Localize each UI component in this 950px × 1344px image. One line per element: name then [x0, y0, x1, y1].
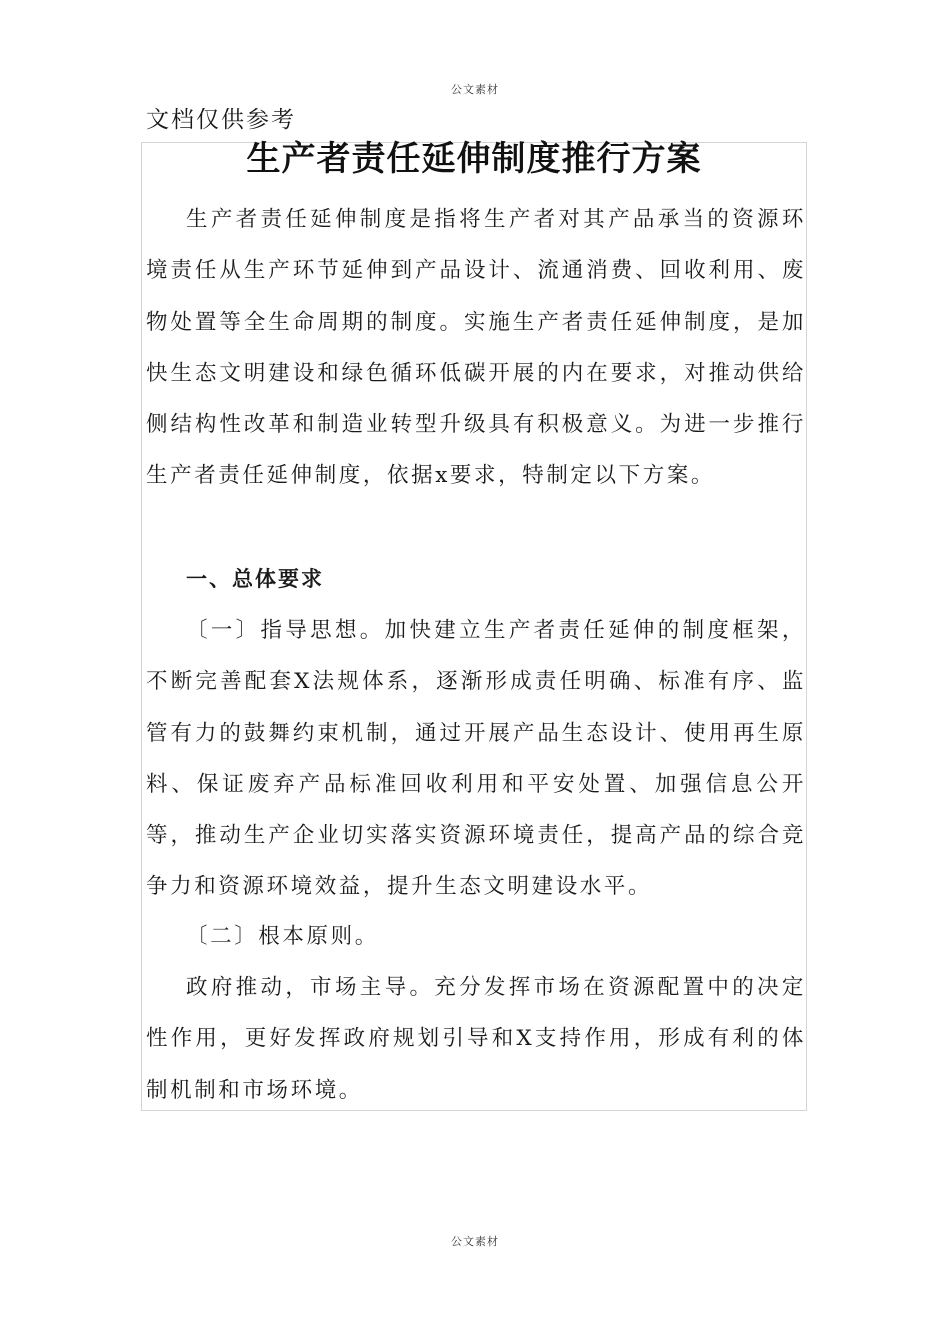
section-heading-general-requirements: 一、总体要求: [186, 567, 324, 591]
basic-principles-heading: 〔二〕根本原则。: [186, 924, 379, 949]
page-header-label: 公文素材: [451, 83, 499, 96]
page-footer-label: 公文素材: [451, 1235, 499, 1248]
government-market-paragraph: 政府推动，市场主导。充分发挥市场在资源配置中的决定性作用，更好发挥政府规划引导和X支持作用，形成有利的体制机制和市场环境。: [146, 975, 806, 1103]
document-title: 生产者责任延伸制度推行方案: [246, 139, 702, 179]
intro-paragraph: 生产者责任延伸制度是指将生产者对其产品承当的资源环境责任从生产环节延伸到产品设计、流通消费、回收利用、废物处置等全生命周期的制度。实施生产者责任延伸制度，是加快生态文明建设和绿色循环低碳开展的内在要求，对推动供给侧结构性改革和制造业转型升级具有积极意义。为进一步推行生产者责任延伸制度，依据x要求，特制定以下方案。: [146, 207, 806, 489]
guiding-thought-paragraph: 〔一〕指导思想。加快建立生产者责任延伸的制度框架，不断完善配套X法规体系，逐渐形成责任明确、标准有序、监管有力的鼓舞约束机制，通过开展产品生态设计、使用再生原料、保证废弃产品标准回收利用和平安处置、加强信息公开等，推动生产企业切实落实资源环境责任，提高产品的综合竞争力和资源环境效益，提升生态文明建设水平。: [146, 618, 806, 900]
reference-only-note: 文档仅供参考: [146, 107, 296, 133]
